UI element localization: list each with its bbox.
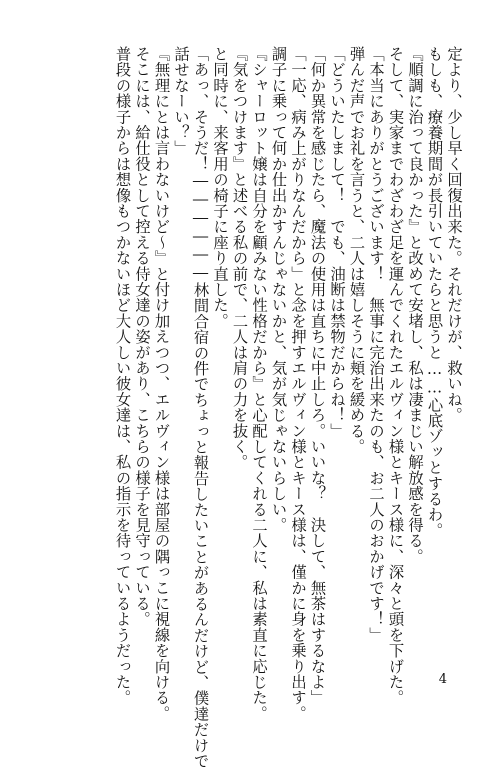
text-line: 『気をつけます』と述べる私の前で、二人は肩の力を抜く。 — [230, 46, 249, 470]
text-line: 定より、少し早く回復出来た。それだけが、救いね。 — [445, 46, 463, 423]
vertical-body-text — [112, 46, 463, 769]
text-line: 弾んだ声でお礼を言うと、二人は嬉しそうに頬を緩める。 — [347, 46, 366, 455]
text-line: もしも、療養期間が長引いていたらと思うと……心底ゾッとするわ。 — [425, 46, 444, 539]
text-line: そして、実家までわざわざ足を運んでくれたエルヴィン様とキース様に、深々と頭を下げた。 — [386, 46, 405, 706]
text-line: 普段の様子からは想像もつかないほど大人しい彼女達は、私の指示を待っているようだった。 — [113, 46, 132, 706]
text-line: 『シャーロット嬢は自分を顧みない性格だから』と心配してくれる二人に、私は素直に応じた。 — [250, 46, 268, 722]
text-line: そこには、給仕役として控える侍女達の姿があり、こちらの様子を見守っている。 — [133, 46, 151, 627]
text-line: と同時に、来客用の椅子に座り直した。 — [211, 46, 229, 329]
text-line: 「どういたしまして！ でも、油断は禁物だからね！」 — [328, 46, 346, 439]
text-line: 話せなーい？」 — [172, 46, 190, 156]
text-line: 調子に乗って何か仕出かすんじゃないかと、気が気じゃないらしい。 — [269, 46, 288, 533]
page-number: 4 — [438, 672, 447, 687]
text-line: 『順調に治って良かった』と改めて安堵し、私は凄まじい解放感を得る。 — [406, 46, 424, 565]
text-line: 「本当にありがとうございます！ 無事に完治出来たのも、お二人のおかげです！」 — [367, 46, 385, 643]
text-line: 『無理にとは言わないけど〜』と付け加えつつ、エルヴィン様は部屋の隅っこに視線を向ける。 — [152, 46, 171, 722]
text-line: 「あっ、そうだ！――――――林間合宿の件でちょっと報告したいことがあるんだけど、僕達だけで — [191, 46, 210, 769]
text-line: 「一応、病み上がりなんだから」と念を押すエルヴィン様とキース様は、僅かに身を乗り出す。 — [289, 46, 307, 722]
text-line: 「何か異常を感じたら、魔法の使用は直ちに中止しろ。いいな？ 決して、無茶はするなよ」 — [308, 46, 327, 706]
